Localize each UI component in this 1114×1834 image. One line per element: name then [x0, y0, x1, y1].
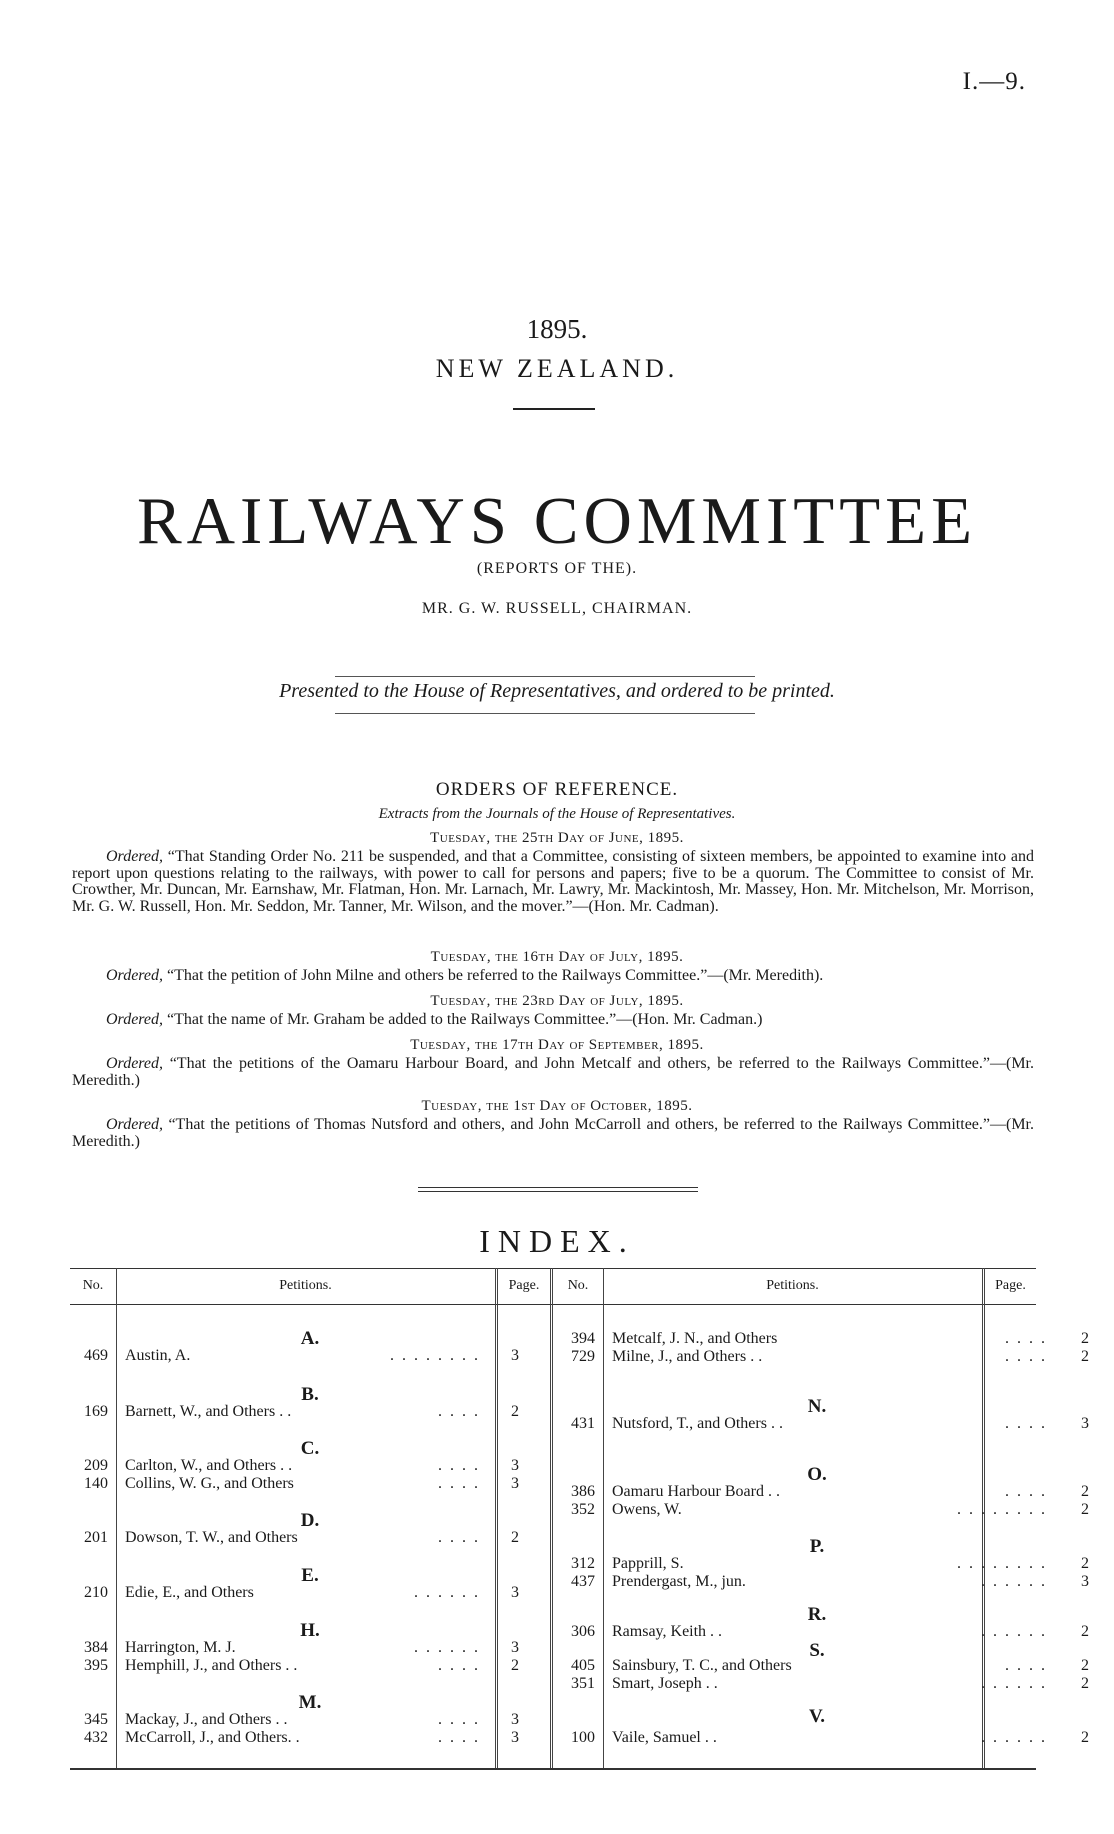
- orders-heading: ORDERS OF REFERENCE.: [435, 779, 679, 800]
- header-page: Page.: [995, 1278, 1026, 1293]
- table-top-rule: [70, 1268, 1036, 1269]
- table-header-rule: [70, 1304, 1036, 1305]
- table-bottom-rule: [70, 1768, 1036, 1770]
- order-paragraph: Ordered, “That Standing Order No. 211 be suspended, and that a Committee, consisting of sixteen members, be appointed to examine into and report upon questions relating to the railways, with power to call for persons and papers; five to be a quorum. The Committee to consist of Mr. Crowther, Mr. Duncan, Mr. Earnshaw, Mr. Flatman, Hon. Mr. Larnach, Mr. Lawry, Mr. Mackintosh, Mr. Massey, Hon. Mr. Mitchelson, Mr. Morrison, Mr. G. W. Russell, Hon. Mr. Seddon, Mr. Tanner, Mr. Wilson, and the mover.”—(Hon. Mr. Cadman).: [72, 848, 1035, 915]
- column-divider: [116, 1268, 117, 1768]
- year: 1895.: [526, 314, 588, 344]
- order-date: Tuesday, the 23rd Day of July, 1895.: [430, 993, 684, 1009]
- index-title: INDEX.: [479, 1223, 635, 1259]
- section-letter: S.: [809, 1640, 825, 1661]
- section-letter: P.: [809, 1536, 825, 1557]
- order-paragraph: Ordered, “That the petitions of the Oamaru Harbour Board, and John Metcalf and others, be referred to the Railways Committee.”—(Mr. Meredith.): [72, 1055, 1035, 1089]
- column-divider: [603, 1268, 604, 1768]
- divider: [513, 408, 595, 410]
- section-letter: D.: [300, 1510, 320, 1531]
- header-petitions: Petitions.: [279, 1278, 332, 1293]
- divider: [335, 676, 755, 677]
- order-paragraph: Ordered, “That the name of Mr. Graham be added to the Railways Committee.”—(Hon. Mr. Cadman.): [106, 1011, 763, 1028]
- order-date: Tuesday, the 16th Day of July, 1895.: [430, 949, 684, 965]
- column-divider: [550, 1268, 553, 1768]
- section-letter: V.: [808, 1706, 826, 1727]
- document-subtitle: (REPORTS OF THE).: [476, 560, 638, 577]
- section-letter: R.: [807, 1604, 827, 1625]
- order-paragraph: Ordered, “That the petition of John Milne and others be referred to the Railways Committee.”—(Mr. Meredith).: [106, 967, 824, 984]
- section-letter: E.: [301, 1565, 319, 1586]
- presented-line: Presented to the House of Representatives, and ordered to be printed.: [279, 680, 835, 702]
- header-no: No.: [567, 1278, 589, 1293]
- section-letter: B.: [301, 1384, 319, 1405]
- double-divider: [418, 1187, 698, 1195]
- divider: [335, 713, 755, 714]
- section-letter: A.: [300, 1328, 320, 1349]
- header-petitions: Petitions.: [766, 1278, 819, 1293]
- column-divider: [495, 1268, 498, 1768]
- order-paragraph: Ordered, “That the petitions of Thomas Nutsford and others, and John McCarroll and others, be referred to the Railways Committee.”—(Mr. Meredith.): [72, 1116, 1035, 1150]
- order-date: Tuesday, the 17th Day of September, 1895.: [410, 1037, 704, 1053]
- chairman-line: MR. G. W. RUSSELL, CHAIRMAN.: [421, 600, 693, 617]
- section-letter: H.: [300, 1620, 320, 1641]
- header-no: No.: [82, 1278, 104, 1293]
- index-table: No. Petitions. Page. No. Petitions. Page. A. B. C. D. E. H. M. 469 Austin, A. . . . . . . . . 3 169 Barnett, W., and Others . . . . . . 2 209 Carlton, W., and Others . . . . . . 3 140 Collins, W. G., and Others . . . . 3 201 Dowson, T. W., and Others . . . . 2 210 Edie, E., and Others . . . . . . 3 384 Harrington, M. J. . . . . . . 3 395 Hemphill, J., and Others . . . . . . 2 345 Mackay, J., and Others . . . . . . 3 432 McCarroll, J., and Others. . . . . . 3 N. O. P. R. S. V. 394 Metcalf, J. N., and Others . . . . 2 729 Milne, J., and Others . . . . . . 2 431 Nutsford, T., and Others . . . . . . 3 386 Oamaru Harbour Board . . . . . . 2 352 Owens, W. . . . . . . . . 2 312 Papprill, S. . . . . . . . . 2 437 Prendergast, M., jun. . . . . . . 3 306 Ramsay, Keith . . . . . . . . 2 405 Sainsbury, T. C., and Others . . . . 2 351 Smart, Joseph . . . . . . . . 2 100 Vaile, Samuel . . . . . . . . 2: [70, 1268, 1036, 1770]
- section-letter: O.: [807, 1464, 827, 1485]
- country: NEW ZEALAND.: [435, 354, 679, 383]
- extracts-line: Extracts from the Journals of the House of Representatives.: [378, 806, 736, 822]
- section-letter: C.: [300, 1438, 320, 1459]
- section-letter: M.: [298, 1692, 322, 1713]
- order-date: Tuesday, the 25th Day of June, 1895.: [430, 830, 684, 846]
- order-date: Tuesday, the 1st Day of October, 1895.: [421, 1098, 693, 1114]
- header-page: Page.: [508, 1278, 540, 1293]
- section-letter: N.: [807, 1396, 827, 1417]
- page-identifier: I.—9.: [962, 68, 1026, 95]
- document-title: RAILWAYS COMMITTEE: [136, 484, 978, 558]
